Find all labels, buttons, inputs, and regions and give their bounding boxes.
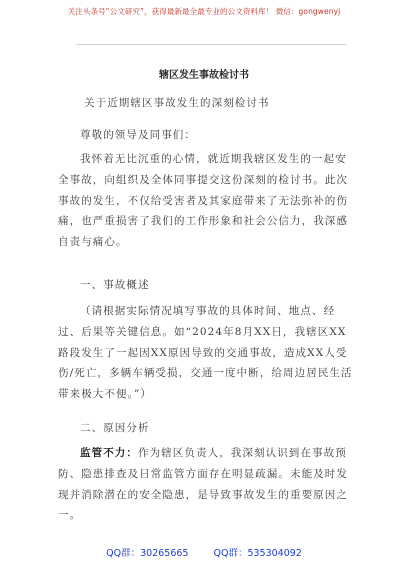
overview-paragraph <box>58 301 358 405</box>
header-promo: 关注头条号“公文研究”，获得最新最全最专业的公文资料库！ 微信：gongwenyj <box>67 7 341 16</box>
header-divider <box>76 44 346 45</box>
intro-text: 我怀着无比沉重的心情，就近期我辖区发生的一起安全事故，向组织及全体同事提交这份深刻的检讨书。此次事故的发生，不仅给受害者及其家庭带来了无法弥补的伤痛，也严重损害了我们的工作形象和社会公信力，我深感自责与痛心。 <box>58 153 348 249</box>
document-subtitle: 关于近期辖区事故发生的深刻检讨书 <box>84 97 270 109</box>
cause-text: 作为辖区负责人，我深刻认识到在事故预防、隐患排查及日常监管方面存在明显疏漏。未能及时发现并消除潜在的安全隐患，是导致事故发生的重要原因之一。 <box>58 447 348 522</box>
document-title: 辖区发生事故检讨书 <box>159 70 249 81</box>
intro-paragraph <box>58 149 358 253</box>
cause-text-block <box>58 443 358 526</box>
overview-text: （请根据实际情况填写事故的具体时间、地点、经过、后果等关键信息。如“2024年8月XX日，我辖区XX路段发生了一起因XX原因导致的交通事故，造成XX人受伤/死亡，多辆车辆受损，交通一度中断，给周边居民生活带来极大不便。”） <box>58 305 353 401</box>
footer <box>0 545 408 559</box>
section-heading-overview: 一、事故概述 <box>80 279 150 291</box>
footer-qq-group-1: QQ群：30265665 <box>106 548 189 559</box>
cause-paragraph <box>58 443 358 526</box>
cause-lead: 监管不力： <box>80 447 138 459</box>
greeting: 尊敬的领导及同事们： <box>80 129 196 141</box>
section-heading-cause: 二、原因分析 <box>80 422 150 434</box>
footer-qq-group-2: QQ群：535304092 <box>213 548 302 559</box>
